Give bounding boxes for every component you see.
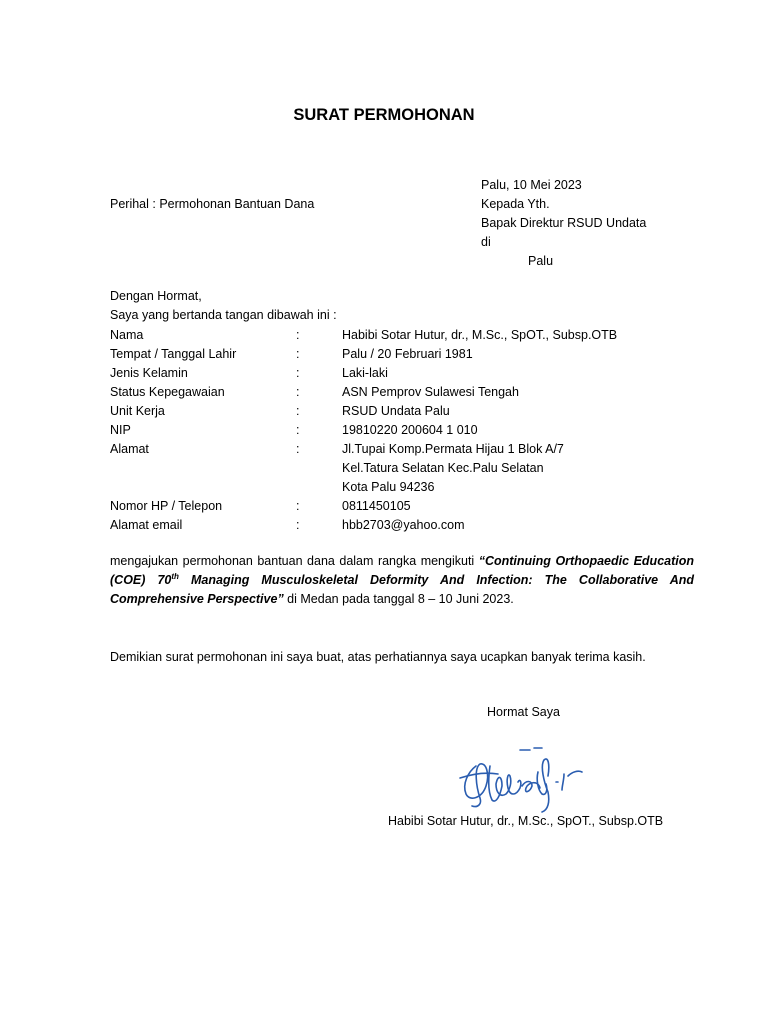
recipient-salutation: Kepada Yth. (481, 197, 550, 211)
field-colon: : (296, 442, 300, 456)
signature-image (452, 736, 592, 820)
field-value: Laki-laki (342, 366, 388, 380)
field-label: NIP (110, 423, 131, 437)
recipient-block (481, 176, 646, 271)
event-title-part1: “Continuing Orthopaedic Education (COE) 70 (110, 554, 695, 587)
field-label: Alamat (110, 442, 149, 456)
field-value: hbb2703@yahoo.com (342, 518, 465, 532)
field-value: 19810220 200604 1 010 (342, 423, 478, 437)
identity-row (110, 345, 617, 364)
event-title-superscript: th (171, 571, 179, 581)
field-label: Nama (110, 328, 144, 342)
signer-name: Habibi Sotar Hutur, dr., M.Sc., SpOT., Subsp.OTB (388, 814, 664, 828)
identity-row (110, 478, 617, 497)
identity-row (110, 364, 617, 383)
field-value: Kota Palu 94236 (342, 480, 435, 494)
greeting-block (110, 287, 337, 325)
field-label: Nomor HP / Telepon (110, 499, 223, 513)
identity-row (110, 326, 617, 345)
field-label: Tempat / Tanggal Lahir (110, 347, 237, 361)
paragraph-start: mengajukan permohonan bantuan dana dalam rangka mengikuti (110, 554, 479, 568)
paragraph-end: di Medan pada tanggal 8 – 10 Juni 2023. (283, 592, 514, 606)
identity-row (110, 459, 617, 478)
recipient-name: Bapak Direktur RSUD Undata (481, 216, 647, 230)
greeting: Dengan Hormat, (110, 289, 202, 303)
field-colon: : (296, 518, 300, 532)
field-colon: : (296, 385, 300, 399)
recipient-city: Palu (528, 254, 554, 268)
event-title-part2: Managing Musculoskeletal Deformity And Infection: The Collaborative And Comprehensive Perspective” (110, 573, 694, 606)
field-colon: : (296, 366, 300, 380)
subject-line: Perihal : Permohonan Bantuan Dana (110, 197, 315, 211)
field-label (110, 478, 296, 497)
place-date: Palu, 10 Mei 2023 (481, 178, 582, 192)
field-value: RSUD Undata Palu (342, 404, 450, 418)
field-colon (296, 478, 342, 497)
field-label (110, 459, 296, 478)
identity-row (110, 421, 617, 440)
identity-table (110, 326, 617, 535)
letter-title: SURAT PERMOHONAN (293, 106, 475, 124)
field-value: ASN Pemprov Sulawesi Tengah (342, 385, 519, 399)
field-colon: : (296, 423, 300, 437)
identity-row (110, 440, 617, 459)
closing-paragraph: Demikian surat permohonan ini saya buat, atas perhatiannya saya ucapkan banyak terima kasih. (110, 650, 646, 664)
signature-svg (452, 736, 592, 814)
field-label: Jenis Kelamin (110, 366, 188, 380)
field-colon: : (296, 347, 300, 361)
signoff: Hormat Saya (487, 705, 560, 719)
field-colon: : (296, 499, 300, 513)
field-label: Unit Kerja (110, 404, 165, 418)
identity-row (110, 516, 617, 535)
identity-row (110, 497, 617, 516)
field-value: Jl.Tupai Komp.Permata Hijau 1 Blok A/7 (342, 442, 564, 456)
field-label: Alamat email (110, 518, 183, 532)
identity-row (110, 383, 617, 402)
field-colon: : (296, 328, 300, 342)
field-value: Palu / 20 Februari 1981 (342, 347, 473, 361)
field-value: Habibi Sotar Hutur, dr., M.Sc., SpOT., Subsp.OTB (342, 328, 618, 342)
field-colon: : (296, 404, 300, 418)
identity-row (110, 402, 617, 421)
intro-text: Saya yang bertanda tangan dibawah ini : (110, 308, 337, 322)
field-value: 0811450105 (342, 499, 411, 513)
request-paragraph (110, 552, 694, 609)
field-value: Kel.Tatura Selatan Kec.Palu Selatan (342, 461, 544, 475)
recipient-di: di (481, 235, 491, 249)
field-colon (296, 459, 342, 478)
field-label: Status Kepegawaian (110, 385, 225, 399)
